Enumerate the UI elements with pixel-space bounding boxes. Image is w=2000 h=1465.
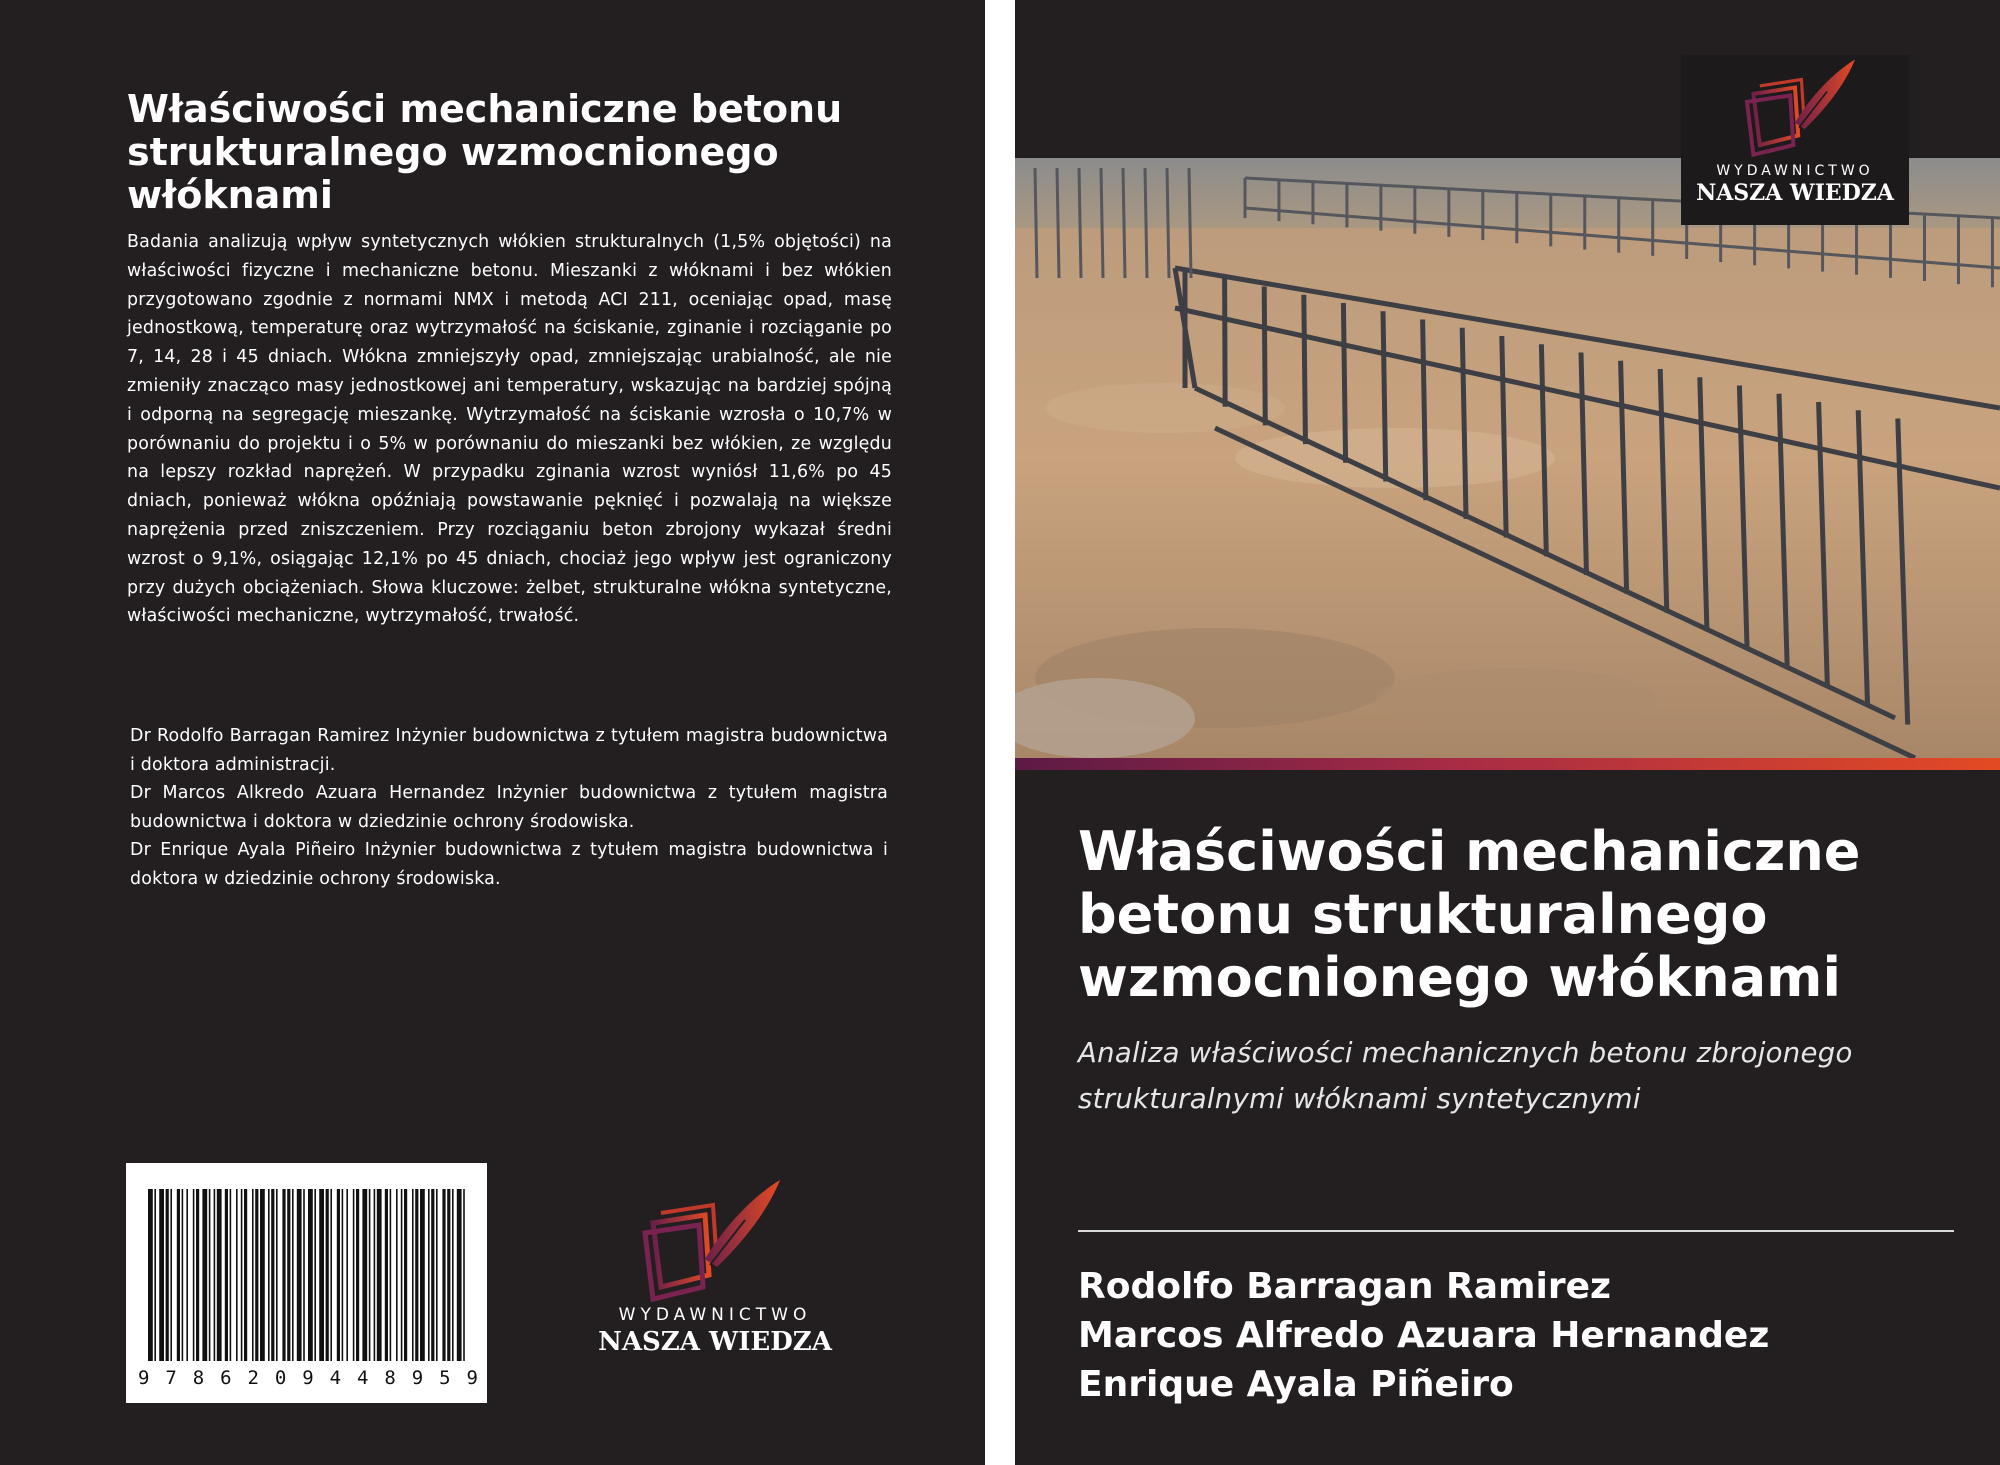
barcode-bar (271, 1189, 274, 1361)
barcode-bar (431, 1189, 434, 1361)
isbn-digit: 9 (138, 1367, 150, 1389)
barcode-bar (457, 1189, 462, 1361)
subtitle-line: strukturalnymi włóknami syntetycznymi (1078, 1083, 1641, 1115)
back-cover-title: Właściwości mechaniczne betonu strukturalnego wzmocnionego włóknami (127, 87, 843, 217)
barcode-bar (342, 1189, 344, 1361)
barcode-bar (282, 1189, 285, 1361)
barcode-bar (186, 1189, 188, 1361)
barcode-bar (196, 1189, 199, 1361)
barcode-bar (396, 1189, 398, 1361)
isbn-digit: 5 (439, 1367, 451, 1389)
front-cover (1015, 0, 2000, 1465)
cover-photo-rebar-cages (1015, 158, 2000, 758)
isbn-digit: 0 (274, 1367, 287, 1389)
isbn-digit: 2 (247, 1367, 259, 1389)
barcode-bar (401, 1189, 403, 1361)
barcode-bar (337, 1189, 340, 1361)
publisher-name-top: WYDAWNICTWO (618, 1305, 812, 1325)
barcode-bar (326, 1189, 329, 1361)
isbn-digit: 9 (302, 1367, 314, 1389)
barcode-bar (356, 1189, 359, 1361)
author-name: Marcos Alfredo Azuara Hernandez (1078, 1315, 1770, 1356)
barcode-bar (255, 1189, 258, 1361)
barcode-bar (369, 1189, 371, 1361)
barcode-bar (404, 1189, 407, 1361)
barcode-bar (166, 1189, 169, 1361)
barcode-bar (319, 1189, 324, 1361)
barcode-bar (276, 1189, 278, 1361)
isbn-digit: 7 (165, 1367, 177, 1389)
barcode-bar (268, 1189, 270, 1361)
barcode-bar (447, 1189, 450, 1361)
barcode-bar (209, 1189, 211, 1361)
barcode-bar (244, 1189, 247, 1361)
divider (1078, 1230, 1954, 1232)
barcode-bar (225, 1189, 228, 1361)
barcode-bar (214, 1189, 216, 1361)
front-cover-subtitle (1078, 1030, 1978, 1122)
barcode-bar (412, 1189, 414, 1361)
barcode-bar (385, 1189, 388, 1361)
spine (985, 0, 1015, 1465)
isbn-digit: 6 (220, 1367, 232, 1389)
barcode-bar (308, 1189, 313, 1361)
back-cover (0, 0, 985, 1465)
front-authors (1078, 1262, 1978, 1409)
title-line: wzmocnionego włóknami (1078, 946, 1841, 1009)
barcode-bar (436, 1189, 438, 1361)
publisher-logo (1681, 55, 1909, 225)
isbn-barcode (126, 1163, 487, 1403)
barcode-bar (177, 1189, 180, 1361)
barcode-bar (452, 1189, 454, 1361)
barcode-bar (241, 1189, 243, 1361)
barcode-bar (374, 1189, 376, 1361)
barcode-bar (415, 1189, 418, 1361)
barcode-bar (463, 1189, 465, 1361)
barcode-bar (442, 1189, 445, 1361)
author-bio: Dr Rodolfo Barragan Ramirez Inżynier budownictwa z tytułem magistra budownictwa i doktora administracji. (130, 726, 888, 775)
barcode-bar (314, 1189, 316, 1361)
publisher-name-main: NASZA WIEDZA (598, 1327, 832, 1357)
barcode-bar (236, 1189, 238, 1361)
title-line: betonu strukturalnego (1078, 883, 1768, 946)
barcode-bar (297, 1189, 302, 1361)
barcode-bar (193, 1189, 195, 1361)
barcode-bar (182, 1189, 184, 1361)
subtitle-line: Analiza właściwości mechanicznych betonu zbrojonego (1078, 1037, 1853, 1069)
barcode-bar (353, 1189, 355, 1361)
barcode-bar (154, 1189, 156, 1361)
barcode-bar (287, 1189, 290, 1361)
publisher-logo (590, 1175, 840, 1365)
book-with-quill-icon (1739, 55, 1859, 160)
isbn-digit: 9 (466, 1367, 478, 1389)
isbn-digit: 4 (357, 1367, 369, 1389)
author-name: Rodolfo Barragan Ramirez (1078, 1266, 1611, 1307)
publisher-name-main: NASZA WIEDZA (1696, 180, 1894, 206)
barcode-bar (159, 1189, 164, 1361)
barcode-bar (217, 1189, 222, 1361)
isbn-digit: 8 (192, 1367, 205, 1389)
barcode-bar (428, 1189, 430, 1361)
isbn-digit: 9 (411, 1367, 424, 1389)
title-line: Właściwości mechaniczne (1078, 820, 1861, 883)
barcode-bar (252, 1189, 254, 1361)
barcode-bar (420, 1189, 425, 1361)
publisher-name-top: WYDAWNICTWO (1716, 163, 1874, 179)
isbn-digit: 4 (329, 1367, 342, 1389)
barcode-bar (362, 1189, 367, 1361)
accent-bar (1015, 758, 2000, 770)
isbn-digit: 8 (384, 1367, 396, 1389)
barcode-bar (292, 1189, 294, 1361)
barcode-bar (148, 1189, 153, 1361)
barcode-bar (330, 1189, 332, 1361)
barcode-bar (202, 1189, 207, 1361)
barcode-bar (390, 1189, 392, 1361)
book-with-quill-icon (635, 1175, 785, 1305)
barcode-bar (346, 1189, 348, 1361)
barcode-bar (170, 1189, 172, 1361)
isbn-digits (138, 1367, 478, 1391)
front-cover-title (1078, 820, 1978, 1009)
barcode-bar (230, 1189, 232, 1361)
author-name: Enrique Ayala Piñeiro (1078, 1364, 1514, 1405)
author-bio: Dr Marcos Alkredo Azuara Hernandez Inżynier budownictwa z tytułem magistra budownictwa i doktora w dziedzinie ochrony środowiska. (130, 783, 888, 832)
barcode-bar (260, 1189, 265, 1361)
author-bios (130, 722, 888, 894)
back-cover-abstract: Badania analizują wpływ syntetycznych włókien strukturalnych (1,5% objętości) na właściwości fizyczne i mechaniczne betonu. Mieszanki z włóknami i bez włókien przygotowano zgodnie z normami NMX i metodą ACI 211, oceniając opad, masę jednostkową, temperaturę oraz wytrzymałość na ściskanie, zginanie i rozciąganie po 7, 14, 28 i 45 dniach. Włókna zmniejszyły opad, zmniejszając urabialność, ale nie zmieniły znacząco masy jednostkowej ani temperatury, wskazując na bardziej spójną i odporną na segregację mieszankę. Wytrzymałość na ściskanie wzrosła o 10,7% w porównaniu do projektu i o 5% w porównaniu do mieszanki bez włókien, ze względu na lepszy rozkład naprężeń. W przypadku zginania wzrost wyniósł 11,6% po 45 dniach, ponieważ włókna opóźniają powstawanie pęknięć i pozwalają na większe naprężenia przed zniszczeniem. Przy rozciąganiu beton zbrojony wykazał średni wzrost o 9,1%, osiągając 12,1% po 45 dniach, chociaż jego wpływ jest ograniczony przy dużych obciążeniach. Słowa kluczowe: żelbet, strukturalne włókna syntetyczne, właściwości mechaniczne, wytrzymałość, trwałość. (127, 232, 892, 627)
barcode-bar (303, 1189, 305, 1361)
author-bio: Dr Enrique Ayala Piñeiro Inżynier budownictwa z tytułem magistra budownictwa i doktora w dziedzinie ochrony środowiska. (130, 840, 888, 889)
barcode-bar (377, 1189, 382, 1361)
